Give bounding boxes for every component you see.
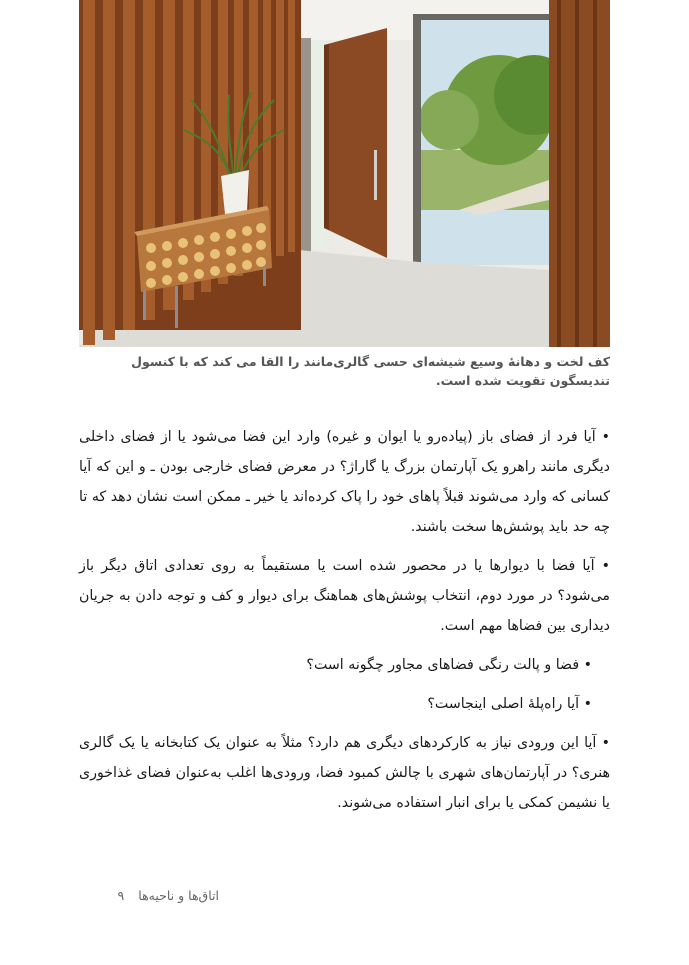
figure-caption: کف لخت و دهانهٔ وسیع شیشه‌ای حسی گالری‌مانند را القا می کند که با کنسول تندیسگون تقویت شده است. xyxy=(131,354,610,388)
bullet-paragraph: • آیا فرد از فضای باز (پیاده‌رو یا ایوان و غیره) وارد این فضا می‌شود یا از فضای داخلی دیگری مانند راهرو یک آپارتمان بزرگ یا گاراژ؟ در معرض فضای خارجی بودن ـ و این که آیا کسانی که وارد می‌شوند قبلاً پاهای خود را پاک کرده‌اند یا خیر ـ ممکن است نشان دهد که تا چه حد باید پوشش‌ها سخت باشند. xyxy=(79,429,610,535)
footer-section-title: اتاق‌ها و ناحیه‌ها xyxy=(138,887,219,903)
page-number: ۹ xyxy=(117,887,125,903)
bullet-item: • فضا و پالت رنگی فضاهای مجاور چگونه است؟ xyxy=(306,657,592,673)
entryway-photo xyxy=(79,0,610,347)
bullet-paragraph: • آیا فضا با دیوارها یا در محصور شده است یا مستقیماً به روی تعدادی اتاق دیگر باز می‌شود؟ در مورد دوم، انتخاب پوشش‌های هماهنگ برای دیوار و کف و توجه دادن به جریان دیداری بین فضاها مهم است. xyxy=(79,558,610,634)
bullet-item: • آیا راه‌پلهٔ اصلی اینجاست؟ xyxy=(427,696,592,712)
article-body xyxy=(79,422,610,818)
entryway-illustration xyxy=(79,0,610,347)
page-footer xyxy=(79,884,219,906)
bullet-paragraph: • آیا این ورودی نیاز به کارکردهای دیگری هم دارد؟ مثلاً به عنوان یک کتابخانه یا یک گالری هنری؟ در آپارتمان‌های شهری با چالش کمبود فضا، ورودی‌ها اغلب به‌عنوان فضای غذاخوری یا نشیمن کمکی یا برای انبار استفاده می‌شوند. xyxy=(79,735,610,811)
